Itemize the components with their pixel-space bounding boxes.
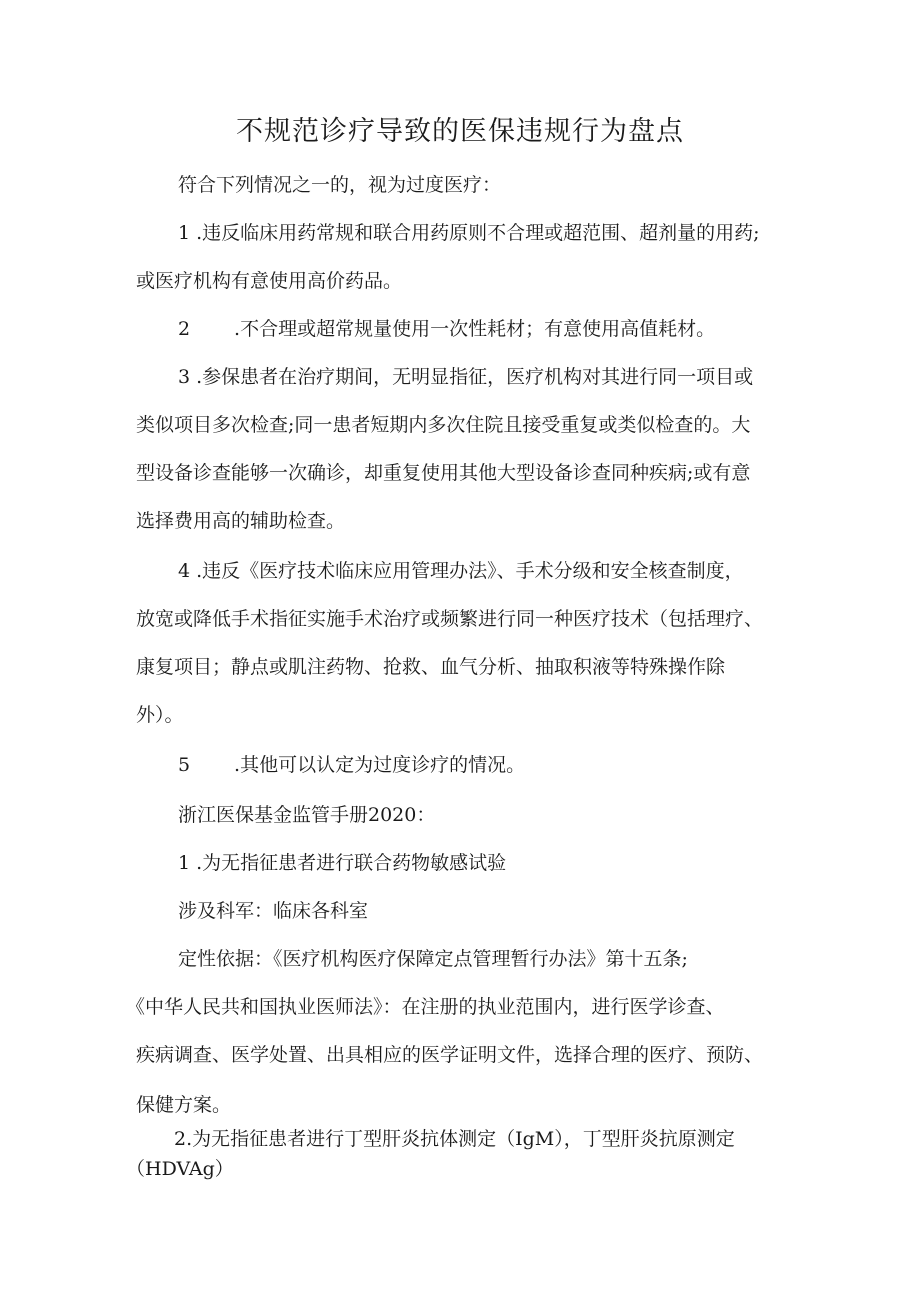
page-title: 不规范诊疗导致的医保违规行为盘点 xyxy=(236,116,684,147)
manual-item-1-number: 1 xyxy=(178,852,191,874)
item-2-line-1 xyxy=(178,314,715,344)
manual-item-1-basis-line-2: 《中华人民共和国执业医师法》：在注册的执业范围内，进行医学诊查、 xyxy=(126,996,725,1018)
manual-heading: 浙江医保基金监管手册2020： xyxy=(178,804,436,826)
manual-item-2-line-2: （HDVAg） xyxy=(126,1158,234,1180)
manual-item-1-dept: 涉及科军：临床各科室 xyxy=(178,900,369,922)
manual-item-2-line-1: 2.为无指征患者进行丁型肝炎抗体测定（IgM），丁型肝炎抗原测定 xyxy=(174,1128,735,1150)
item-4-line-1 xyxy=(178,556,744,586)
item-4-line-4: 外）。 xyxy=(136,704,184,726)
item-4-line-2: 放宽或降低手术指征实施手术治疗或频繁进行同一种医疗技术（包括理疗、 xyxy=(136,608,764,630)
manual-item-1-text: .为无指征患者进行联合药物敏感试验 xyxy=(196,852,507,874)
item-1-text: .违反临床用药常规和联合用药原则不合理或超范围、超剂量的用药; xyxy=(196,222,760,244)
intro-text: 符合下列情况之一的，视为过度医疗： xyxy=(178,174,502,196)
item-3-line-3: 型设备诊查能够一次确诊，却重复使用其他大型设备诊查同种疾病;或有意 xyxy=(136,462,751,484)
item-1-number: 1 xyxy=(178,222,191,244)
item-5-line-1 xyxy=(178,750,525,780)
item-4-number: 4 xyxy=(178,560,191,582)
item-3-line-2: 类似项目多次检查;同一患者短期内多次住院且接受重复或类似检查的。大 xyxy=(136,414,751,436)
item-5-text: .其他可以认定为过度诊疗的情况。 xyxy=(234,754,526,776)
item-4-line-3: 康复项目；静点或肌注药物、抢救、血气分析、抽取积液等特殊操作除 xyxy=(136,656,726,678)
manual-item-1-basis-line-3: 疾病调查、医学处置、出具相应的医学证明文件，选择合理的医疗、预防、 xyxy=(136,1044,764,1066)
manual-item-1-basis-line-4: 保健方案。 xyxy=(136,1094,232,1116)
item-3-text: .参保患者在治疗期间，无明显指征，医疗机构对其进行同一项目或 xyxy=(196,366,754,388)
item-3-line-4: 选择费用高的辅助检查。 xyxy=(136,510,346,532)
item-1-line-1 xyxy=(178,218,760,248)
item-3-line-1 xyxy=(178,362,753,392)
item-3-number: 3 xyxy=(178,366,191,388)
item-4-text: .违反《医疗技术临床应用管理办法》、手术分级和安全核查制度， xyxy=(196,560,744,582)
manual-item-1-basis-line-1: 定性依据：《医疗机构医疗保障定点管理暂行办法》第十五条; xyxy=(178,948,688,970)
manual-item-1-line xyxy=(178,848,506,878)
item-2-text: .不合理或超常规量使用一次性耗材；有意使用高值耗材。 xyxy=(234,318,716,340)
item-5-number: 5 xyxy=(178,754,191,776)
item-2-number: 2 xyxy=(178,318,191,340)
item-1-line-2: 或医疗机构有意使用高价药品。 xyxy=(136,270,403,292)
